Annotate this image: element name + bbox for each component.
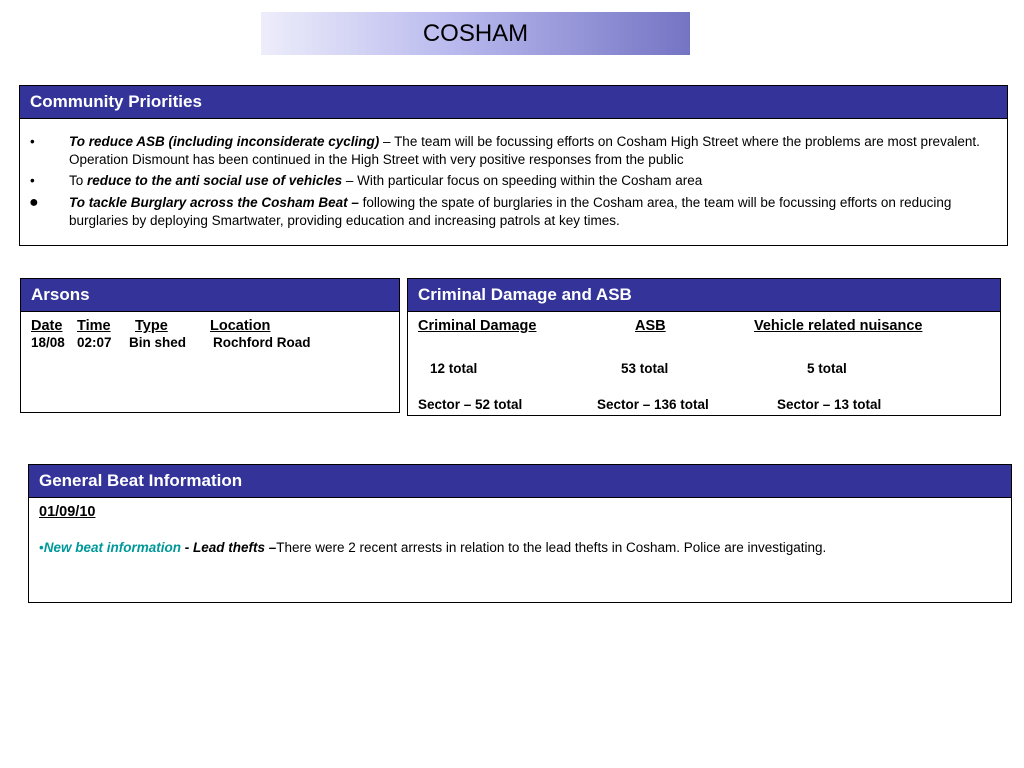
new-beat-label: New beat information: [43, 540, 181, 555]
column-criminal-damage: Criminal Damage: [418, 318, 537, 334]
bullet-icon: •: [30, 134, 35, 149]
priority-text: following the spate of burglaries in the Cosham area, the team will be focussing efforts on reducing burglaries by deploying Smartwater, providing education and increasing patrols at key times.: [69, 195, 952, 228]
criminal-damage-body: [408, 312, 1000, 416]
title-banner: [261, 12, 690, 55]
criminal-damage-panel: [407, 278, 1001, 416]
priority-item: [20, 194, 987, 230]
criminal-damage-total: 12 total: [430, 361, 478, 376]
priorities-list: [20, 119, 1007, 230]
column-date: Date: [31, 318, 63, 334]
priority-title: reduce to the anti social use of vehicles: [87, 173, 343, 188]
vehicle-nuisance-total: 5 total: [807, 361, 847, 376]
cell-type: Bin shed: [129, 335, 187, 350]
priority-text: – With particular focus on speeding within the Cosham area: [342, 173, 703, 188]
page-title: COSHAM: [422, 19, 529, 47]
table-row: [21, 335, 399, 370]
bullet-icon: •: [30, 173, 35, 188]
beat-date: 01/09/10: [39, 504, 96, 520]
cell-date: 18/08: [31, 335, 65, 350]
criminal-damage-sector-total: Sector – 52 total: [418, 397, 523, 412]
arsons-panel: [20, 278, 400, 413]
lead-thefts-label: - Lead thefts –: [181, 540, 277, 555]
column-type: Type: [135, 318, 168, 334]
bullet-icon: ●: [29, 194, 39, 211]
asb-total: 53 total: [621, 361, 669, 376]
arsons-header: Arsons: [21, 279, 399, 312]
priority-item: [20, 133, 987, 169]
beat-info-text: There were 2 recent arrests in relation to the lead thefts in Cosham. Police are investigating.: [276, 540, 827, 555]
column-location: Location: [210, 318, 271, 334]
bullet-icon: •: [39, 540, 44, 555]
criminal-damage-header: Criminal Damage and ASB: [408, 279, 1000, 312]
beat-info-item: [39, 540, 826, 555]
column-vehicle-nuisance: Vehicle related nuisance: [754, 318, 923, 334]
community-priorities-panel: [19, 85, 1008, 246]
asb-sector-total: Sector – 136 total: [597, 397, 709, 412]
cell-time: 02:07: [77, 335, 112, 350]
column-asb: ASB: [635, 318, 666, 334]
priority-item: [20, 172, 987, 190]
vehicle-nuisance-sector-total: Sector – 13 total: [777, 397, 882, 412]
community-priorities-header: Community Priorities: [20, 86, 1007, 119]
priority-title: To tackle Burglary across the Cosham Beat –: [69, 195, 359, 210]
column-time: Time: [77, 318, 111, 334]
priority-text: – The team will be focussing efforts on Cosham High Street where the problems are most prevalent. Operation Dismount has been continued in the High Street with very positive responses from the public: [69, 134, 980, 167]
priority-title: To reduce ASB (including inconsiderate cycling): [69, 134, 380, 149]
general-beat-panel: [28, 464, 1012, 603]
general-beat-header: General Beat Information: [29, 465, 1011, 498]
cell-location: Rochford Road: [213, 335, 311, 350]
priority-lead: To: [69, 173, 88, 188]
